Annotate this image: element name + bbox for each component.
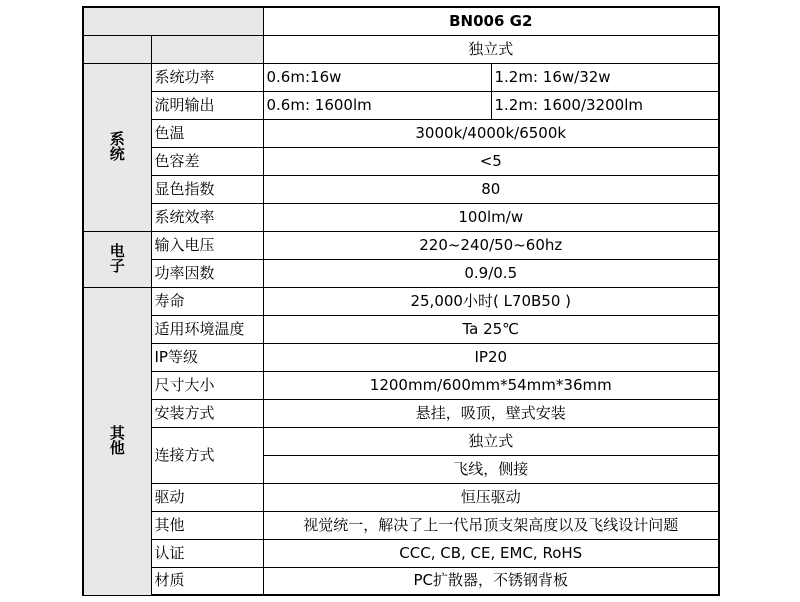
row-label: 色温 bbox=[151, 119, 263, 147]
table-row bbox=[83, 287, 719, 315]
row-value: 飞线，侧接 bbox=[263, 455, 719, 483]
table-row bbox=[83, 399, 719, 427]
install-type-row bbox=[83, 35, 719, 63]
row-value: PC扩散器，不锈钢背板 bbox=[263, 567, 719, 595]
table-row bbox=[83, 119, 719, 147]
row-value: IP20 bbox=[263, 343, 719, 371]
install-type-blank-label bbox=[151, 35, 263, 63]
row-label: 连接方式 bbox=[151, 427, 263, 483]
category-electrical bbox=[83, 231, 151, 287]
row-value: <5 bbox=[263, 147, 719, 175]
row-label: 驱动 bbox=[151, 483, 263, 511]
row-label: IP等级 bbox=[151, 343, 263, 371]
category-other bbox=[83, 287, 151, 595]
row-value: 独立式 bbox=[263, 427, 719, 455]
row-label: 系统效率 bbox=[151, 203, 263, 231]
category-char: 其 bbox=[109, 424, 125, 442]
row-value: 恒压驱动 bbox=[263, 483, 719, 511]
row-label: 输入电压 bbox=[151, 231, 263, 259]
row-value: 100lm/w bbox=[263, 203, 719, 231]
row-label: 色容差 bbox=[151, 147, 263, 175]
row-label: 寿命 bbox=[151, 287, 263, 315]
row-value: 视觉统一，解决了上一代吊顶支架高度以及飞线设计问题 bbox=[263, 511, 719, 539]
table-row bbox=[83, 343, 719, 371]
row-value-short: 0.6m:16w bbox=[263, 63, 491, 91]
row-label: 其他 bbox=[151, 511, 263, 539]
header-blank-cell bbox=[83, 7, 263, 35]
table-row bbox=[83, 511, 719, 539]
header-row bbox=[83, 7, 719, 35]
table-row bbox=[83, 371, 719, 399]
category-char: 他 bbox=[109, 439, 125, 457]
row-value-long: 1.2m: 16w/32w bbox=[491, 63, 719, 91]
table-row bbox=[83, 427, 719, 455]
row-label: 流明输出 bbox=[151, 91, 263, 119]
table-row bbox=[83, 231, 719, 259]
row-value: 悬挂，吸顶，壁式安装 bbox=[263, 399, 719, 427]
row-value: 80 bbox=[263, 175, 719, 203]
row-value: 0.9/0.5 bbox=[263, 259, 719, 287]
row-value: 3000k/4000k/6500k bbox=[263, 119, 719, 147]
table-row bbox=[83, 483, 719, 511]
table-row bbox=[83, 567, 719, 595]
row-label: 显色指数 bbox=[151, 175, 263, 203]
table-row bbox=[83, 315, 719, 343]
table-row bbox=[83, 203, 719, 231]
row-label: 安装方式 bbox=[151, 399, 263, 427]
table-row bbox=[83, 539, 719, 567]
row-value: Ta 25℃ bbox=[263, 315, 719, 343]
install-type-blank-cat bbox=[83, 35, 151, 63]
spec-table bbox=[82, 6, 720, 596]
category-char: 统 bbox=[109, 145, 125, 163]
model-name: BN006 G2 bbox=[263, 7, 719, 35]
row-value: CCC, CB, CE, EMC, RoHS bbox=[263, 539, 719, 567]
table-row bbox=[83, 147, 719, 175]
row-label: 适用环境温度 bbox=[151, 315, 263, 343]
table-row bbox=[83, 91, 719, 119]
row-value-short: 0.6m: 1600lm bbox=[263, 91, 491, 119]
row-value-long: 1.2m: 1600/3200lm bbox=[491, 91, 719, 119]
row-value: 220~240/50~60hz bbox=[263, 231, 719, 259]
row-value: 1200mm/600mm*54mm*36mm bbox=[263, 371, 719, 399]
category-char: 电 bbox=[109, 242, 125, 260]
row-label: 系统功率 bbox=[151, 63, 263, 91]
row-label: 尺寸大小 bbox=[151, 371, 263, 399]
table-row bbox=[83, 175, 719, 203]
category-char: 子 bbox=[109, 257, 125, 275]
row-value: 25,000小时( L70B50 ) bbox=[263, 287, 719, 315]
row-label: 功率因数 bbox=[151, 259, 263, 287]
row-label: 认证 bbox=[151, 539, 263, 567]
category-char: 系 bbox=[109, 130, 125, 148]
install-type-value: 独立式 bbox=[263, 35, 719, 63]
table-row bbox=[83, 259, 719, 287]
row-label: 材质 bbox=[151, 567, 263, 595]
table-row bbox=[83, 63, 719, 91]
category-system bbox=[83, 63, 151, 231]
